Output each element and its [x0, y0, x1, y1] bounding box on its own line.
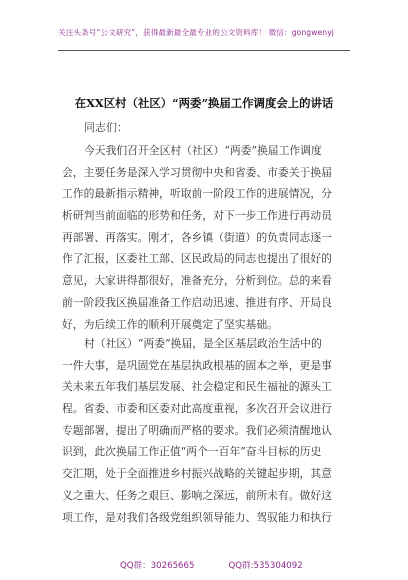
- text-line: 义之重大、任务之艰巨、影响之深远，前所未有。做好这: [62, 488, 332, 502]
- text-line: 作了汇报，区委社工部、区民政局的同志也提出了很好的: [62, 252, 332, 266]
- text-line: 会，主要任务是深入学习贯彻中央和省委、市委关于换届: [62, 165, 332, 179]
- header-divider: [58, 50, 350, 51]
- text-line: 再部署、再落实。刚才，各乡镇（街道）的负责同志逐一: [62, 230, 332, 244]
- text-line: 好，为后续工作的顺利开展奠定了坚实基础。: [62, 317, 278, 331]
- document-title: 在XX区村（社区）“两委”换届工作调度会上的讲话: [74, 96, 334, 110]
- text-line: 项工作，是对我们各级党组织领导能力、驾驭能力和执行: [62, 510, 332, 524]
- text-line: 一件大事，是巩固党在基层执政根基的固本之举，更是事: [62, 358, 332, 372]
- text-line: 关未来五年我们基层发展、社会稳定和民生福祉的源头工: [62, 380, 332, 394]
- text-line: 村（社区）“两委”换届，是全区基层政治生活中的: [84, 337, 322, 350]
- text-line: 程。省委、市委和区委对此高度重视，多次召开会议进行: [62, 402, 332, 416]
- footer-qq-group-2: QQ群:535304092: [228, 561, 303, 571]
- paragraph-1: [62, 140, 352, 335]
- footer-qq-group-1: QQ群：30265665: [120, 561, 195, 571]
- text-line: 今天我们召开全区村（社区）“两委”换届工作调度: [84, 144, 322, 157]
- paragraph-2: [62, 333, 352, 528]
- text-line: 析研判当前面临的形势和任务，对下一步工作进行再动员: [62, 209, 332, 223]
- text-line: 工作的最新指示精神，听取前一阶段工作的进展情况，分: [62, 187, 332, 201]
- text-line: 识到，此次换届工作正值“两个一百年”奋斗目标的历史: [62, 445, 322, 459]
- text-line: 交汇期，处于全面推进乡村振兴战略的关键起步期，其意: [62, 467, 332, 481]
- text-line: 意见，大家讲得都很好，准备充分，分析到位。总的来看: [62, 274, 332, 288]
- header-banner: 关注头条号“公文研究”，获得最新最全最专业的公文资料库！ 微信：gongwenyj: [58, 28, 334, 37]
- salutation: 同志们：: [84, 121, 128, 134]
- footer-contact: [120, 559, 337, 571]
- text-line: 专题部署，提出了明确而严格的要求。我们必须清醒地认: [62, 423, 332, 437]
- text-line: 前一阶段我区换届准备工作启动迅速、推进有序、开局良: [62, 295, 332, 309]
